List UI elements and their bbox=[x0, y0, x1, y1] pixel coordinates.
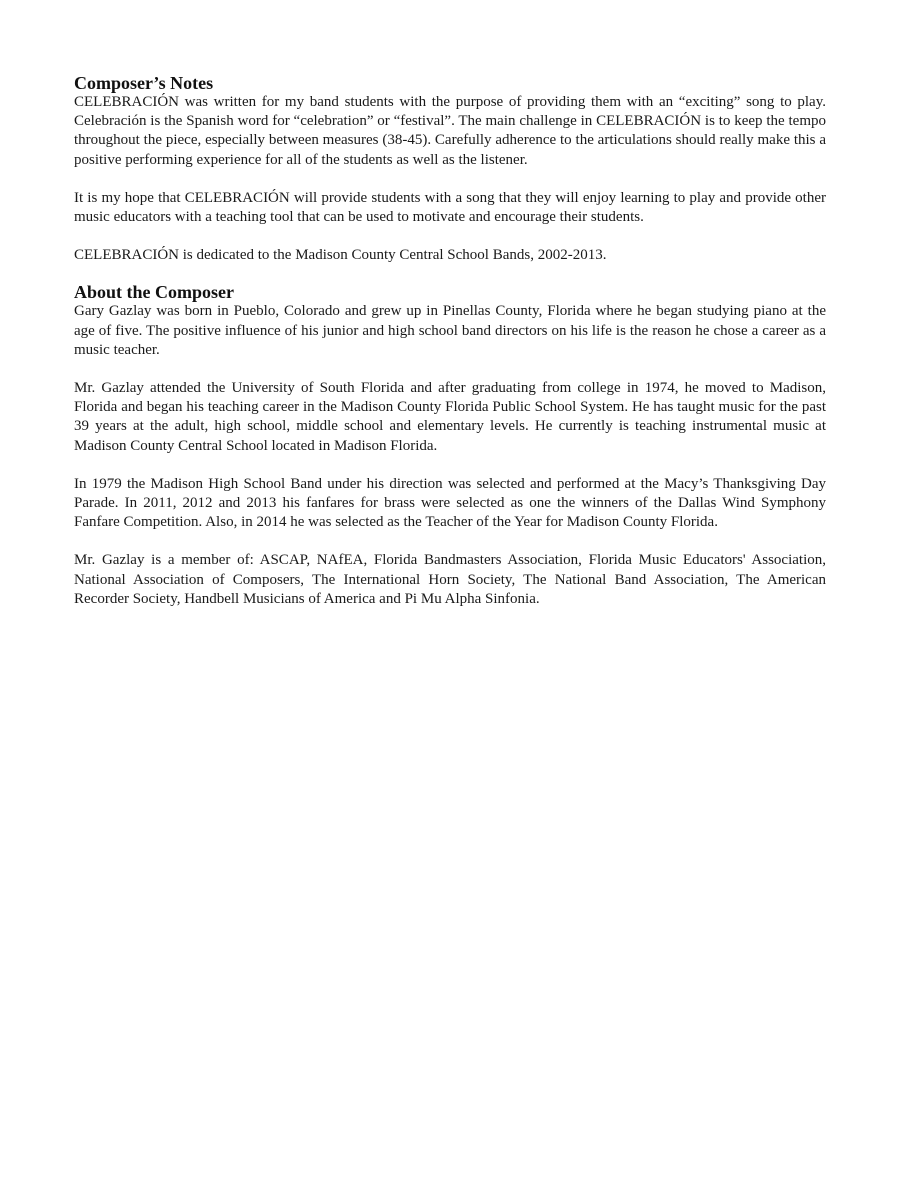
composers-notes-dedication: CELEBRACIÓN is dedicated to the Madison County Central School Bands, 2002-2013. bbox=[74, 247, 607, 264]
about-composer-paragraph-4: Mr. Gazlay is a member of: ASCAP, NAfEA, Florida Bandmasters Association, Florida Music Educators' Association, National Association of Composers, The International Horn Society, The National Band Association, The American Recorder Society, Handbell Musicians of America and Pi Mu Alpha Sinfonia. bbox=[74, 552, 826, 607]
about-composer-section bbox=[74, 282, 826, 609]
composers-notes-section bbox=[74, 73, 826, 265]
document-content bbox=[74, 73, 826, 609]
about-composer-paragraph-3: In 1979 the Madison High School Band under his direction was selected and performed at the Macy’s Thanksgiving Day Parade. In 2011, 2012 and 2013 his fanfares for brass were selected as one the winners of the Dallas Wind Symphony Fanfare Competition. Also, in 2014 he was selected as the Teacher of the Year for Madison County Florida. bbox=[74, 475, 826, 531]
about-composer-heading: About the Composer bbox=[74, 282, 234, 303]
composers-notes-heading: Composer’s Notes bbox=[74, 73, 214, 93]
composers-notes-paragraph-1: CELEBRACIÓN was written for my band students with the purpose of providing them with an “exciting” song to play. Celebración is the Spanish word for “celebration” or “festival”. The main challenge in CELEBRACIÓN is to keep the tempo throughout the piece, especially between measures (38-45). Carefully adherence to the articulations should really make this a positive performing experience for all of the students as well as the listener. bbox=[74, 94, 826, 168]
about-composer-paragraph-1: Gary Gazlay was born in Pueblo, Colorado and grew up in Pinellas County, Florida where he began studying piano at the age of five. The positive influence of his junior and high school band directors on his life is the reason he chose a career as a music teacher. bbox=[74, 303, 826, 358]
about-composer-paragraph-2: Mr. Gazlay attended the University of South Florida and after graduating from college in 1974, he moved to Madison, Florida and began his teaching career in the Madison County Florida Public School System. He has taught music for the past 39 years at the adult, high school, middle school and elementary levels. He currently is teaching instrumental music at Madison County Central School located in Madison Florida. bbox=[74, 380, 826, 454]
composers-notes-paragraph-2: It is my hope that CELEBRACIÓN will provide students with a song that they will enjoy learning to play and provide other music educators with a teaching tool that can be used to motivate and encourage their students. bbox=[74, 189, 826, 226]
